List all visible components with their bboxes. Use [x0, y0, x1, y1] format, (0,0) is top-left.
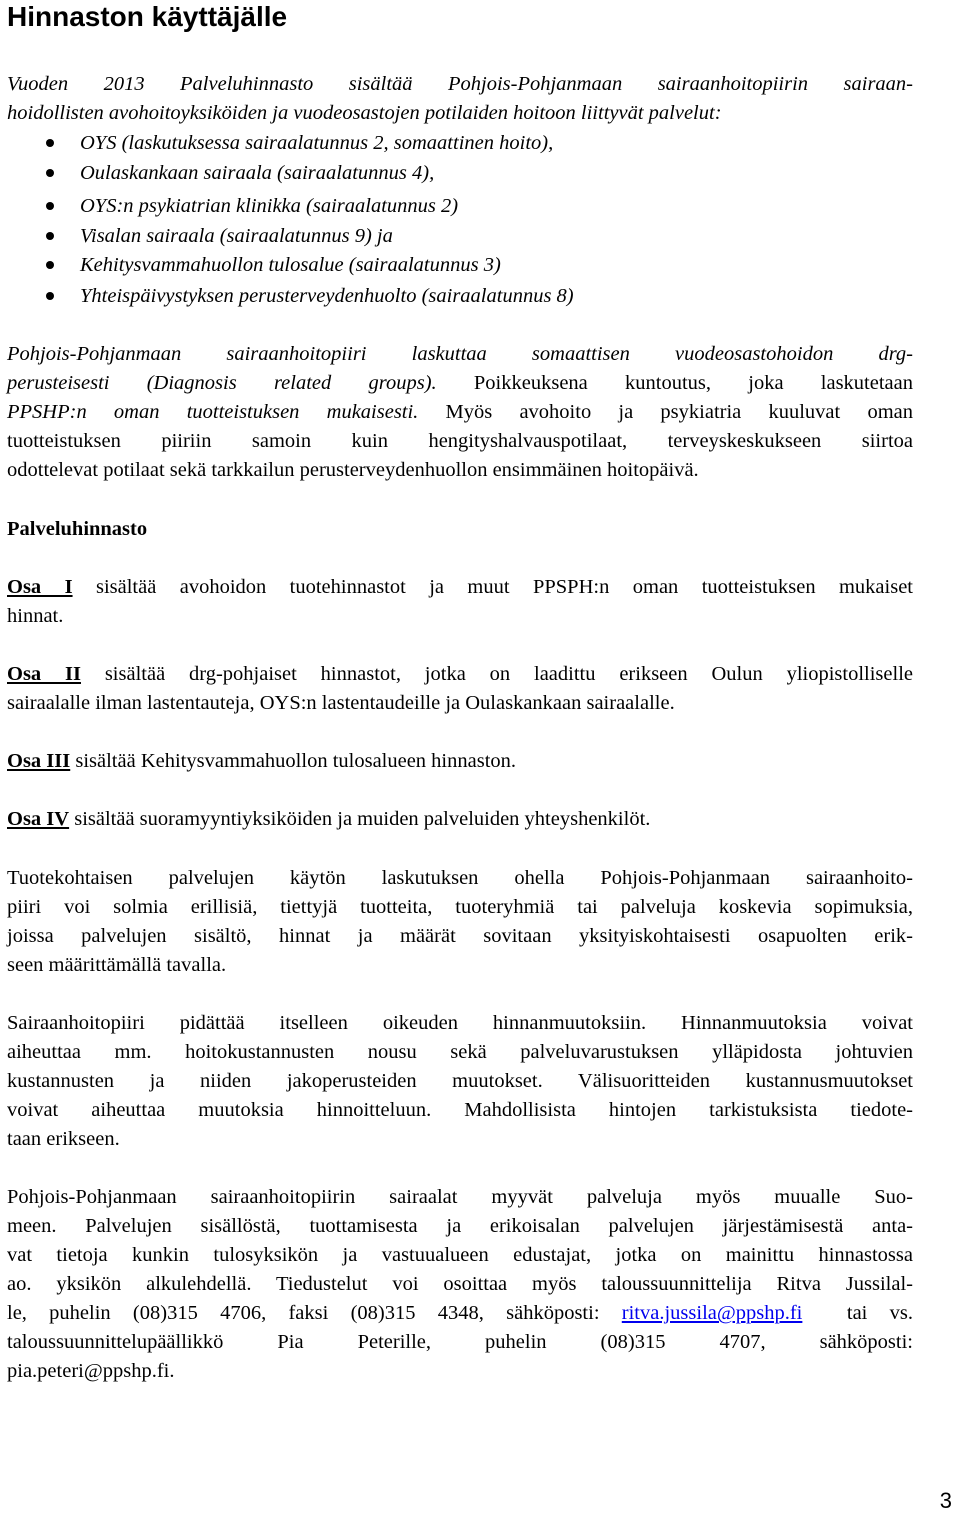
contact-line-2: meen. Palvelujen sisällöstä, tuottamisesta ja erikoisalan palvelujen järjestämisestä anta- [7, 1215, 913, 1237]
drg-line-3-italic: PPSHP:n oman tuotteistuksen mukaisesti. [7, 401, 419, 423]
contact-line-6: taloussuunnittelupäällikkö Pia Peterille, puhelin (08)315 4707, sähköposti: [7, 1331, 913, 1353]
product-line-3: joissa palvelujen sisältö, hinnat ja määrät sovitaan yksityiskohtaisesti osapuolten erik- [7, 925, 913, 947]
contact-line-7: pia.peteri@ppshp.fi. [7, 1360, 175, 1382]
product-line-2: piiri voi solmia erillisiä, tiettyjä tuotteita, tuoteryhmiä tai palveluja koskevia sopimuksia, [7, 896, 913, 918]
list-item-text: OYS:n psykiatrian klinikka (sairaalatunnus 2) [80, 195, 459, 217]
osa2-label: Osa II [7, 663, 81, 685]
osa1-label: Osa I [7, 576, 73, 598]
section-heading: Palveluhinnasto [7, 518, 148, 540]
email-link[interactable]: ritva.jussila@ppshp.fi [621, 1302, 803, 1324]
drg-line-3-rest: Myös avohoito ja psykiatria kuuluvat oman [418, 401, 913, 423]
rights-line-3: kustannusten ja niiden jakoperusteiden muutokset. Välisuoritteiden kustannusmuutokset [7, 1070, 913, 1092]
rights-line-2: aiheuttaa mm. hoitokustannusten nousu sekä palveluvarustuksen ylläpidosta johtuvien [7, 1041, 913, 1063]
product-line-1: Tuotekohtaisen palvelujen käytön laskutuksen ohella Pohjois-Pohjanmaan sairaanhoito- [7, 867, 913, 889]
osa2-line-1 [7, 662, 913, 686]
osa4-label: Osa IV [7, 808, 70, 830]
rights-line-1: Sairaanhoitopiiri pidättää itselleen oikeuden hinnanmuutoksiin. Hinnanmuutoksia voivat [7, 1012, 913, 1034]
page-title: Hinnaston käyttäjälle [7, 1, 288, 32]
drg-line-2-rest: Poikkeuksena kuntoutus, joka laskutetaan [436, 372, 913, 394]
list-item-text: Oulaskankaan sairaala (sairaalatunnus 4), [80, 162, 435, 184]
bullet-icon [46, 261, 54, 269]
list-item-text: Kehitysvammahuollon tulosalue (sairaalatunnus 3) [80, 254, 501, 276]
osa3-line-1 [7, 749, 516, 773]
contact-line-5-pre: le, puhelin (08)315 4706, faksi (08)315 4348, sähköposti: [7, 1302, 622, 1324]
contact-line-5-post: tai vs. [802, 1302, 913, 1324]
osa2-text: sisältää drg-pohjaiset hinnastot, jotka on laadittu erikseen Oulun yliopistolliselle [80, 663, 913, 685]
bullet-icon [46, 232, 54, 240]
drg-line-5: odottelevat potilaat sekä tarkkailun perusterveydenhuollon ensimmäinen hoitopäivä. [7, 459, 699, 481]
bullet-icon [46, 139, 54, 147]
bullet-icon [46, 292, 54, 300]
contact-line-3: vat tietoja kunkin tulosyksikön ja vastuualueen edustajat, jotka on mainittu hinnastossa [7, 1244, 913, 1266]
osa3-label: Osa III [7, 750, 71, 772]
page-number: 3 [939, 1488, 952, 1513]
osa4-text: sisältää suoramyyntiyksiköiden ja muiden palveluiden yhteyshenkilöt. [69, 808, 651, 830]
osa2-line-2: sairaalalle ilman lastentauteja, OYS:n lastentaudeille ja Oulaskankaan sairaalalle. [7, 692, 675, 714]
osa1-line-1 [7, 575, 913, 599]
list-item-text: Visalan sairaala (sairaalatunnus 9) ja [80, 225, 393, 247]
osa4-line-1 [7, 807, 650, 831]
intro-line-1: Vuoden 2013 Palveluhinnasto sisältää Pohjois-Pohjanmaan sairaanhoitopiirin sairaan- [7, 73, 913, 95]
rights-line-4: voivat aiheuttaa muutoksia hinnoitteluun. Mahdollisista hintojen tarkistuksista tiedote- [7, 1099, 913, 1121]
drg-line-4: tuotteistuksen piiriin samoin kuin hengityshalvauspotilaat, terveyskeskukseen siirtoa [7, 430, 913, 452]
intro-line-2: hoidollisten avohoitoyksiköiden ja vuodeosastojen potilaiden hoitoon liittyvät palvelut: [7, 102, 722, 124]
contact-line-4: ao. yksikön alkulehdellä. Tiedustelut voi osoittaa myös taloussuunnittelija Ritva Jussilal- [7, 1273, 913, 1295]
drg-line-3 [7, 400, 913, 424]
drg-line-2-italic: perusteisesti (Diagnosis related groups). [7, 372, 437, 394]
list-item-text: Yhteispäivystyksen perusterveydenhuolto (sairaalatunnus 8) [80, 285, 574, 307]
osa3-text: sisältää Kehitysvammahuollon tulosalueen hinnaston. [70, 750, 517, 772]
osa1-line-2: hinnat. [7, 605, 64, 627]
contact-line-5 [7, 1301, 913, 1325]
bullet-icon [46, 202, 54, 210]
osa1-text: sisältää avohoidon tuotehinnastot ja muut PPSPH:n oman tuotteistuksen mukaiset [72, 576, 913, 598]
rights-line-5: taan erikseen. [7, 1128, 120, 1150]
product-line-4: seen määrittämällä tavalla. [7, 954, 227, 976]
list-item-text: OYS (laskutuksessa sairaalatunnus 2, somaattinen hoito), [80, 132, 554, 154]
drg-line-2 [7, 371, 913, 395]
bullet-icon [46, 169, 54, 177]
contact-line-1: Pohjois-Pohjanmaan sairaanhoitopiirin sairaalat myyvät palveluja myös muualle Suo- [7, 1186, 913, 1208]
drg-line-1: Pohjois-Pohjanmaan sairaanhoitopiiri laskuttaa somaattisen vuodeosastohoidon drg- [7, 343, 913, 365]
